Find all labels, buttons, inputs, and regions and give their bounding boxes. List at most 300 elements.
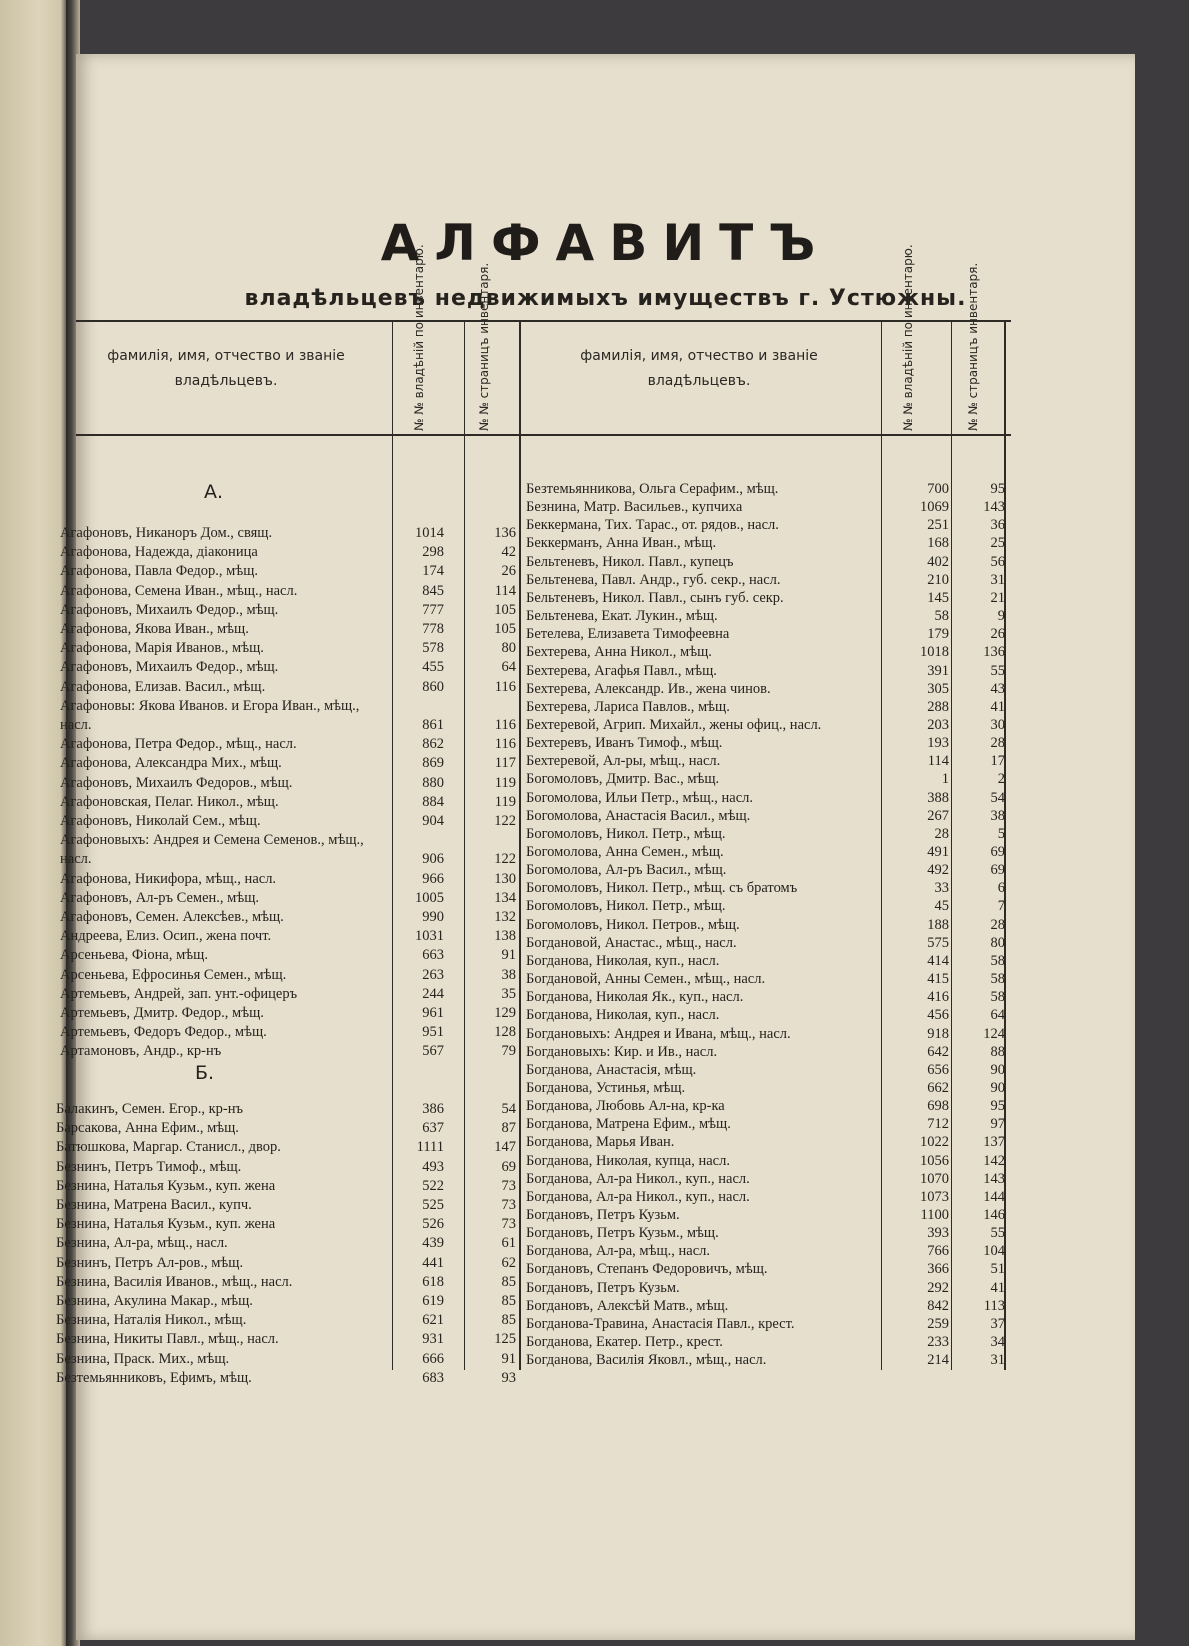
table-row (526, 879, 1006, 897)
page-number: 129 (494, 1005, 516, 1021)
owner-name: Богдановой, Анастас., мѣщ., насл. (526, 934, 737, 951)
table-row (60, 582, 520, 600)
owner-name: Агафонова, Никифора, мѣщ., насл. (60, 870, 277, 887)
owner-name: Безнинъ, Петръ Ал-ров., мѣщ. (56, 1254, 244, 1271)
owner-name: Богомоловъ, Никол. Петр., мѣщ. (526, 898, 726, 915)
table-row (526, 607, 1006, 625)
owner-number: 666 (422, 1350, 444, 1367)
page-number: 130 (494, 870, 516, 887)
page-number: 55 (990, 662, 1005, 679)
owner-name: Богдановъ, Петръ Кузьм. (526, 1207, 680, 1223)
owner-number: 961 (422, 1005, 444, 1021)
table-row (60, 678, 520, 696)
owner-name: Богданова, Николая, купца, насл. (526, 1152, 730, 1169)
table-row (526, 807, 1006, 825)
owner-number: 884 (422, 793, 444, 810)
table-row (56, 1350, 520, 1368)
owner-number: 1069 (920, 499, 949, 516)
owner-name: Агафонова, Павла Федор., мѣщ. (60, 563, 259, 580)
page-number: 128 (494, 1024, 516, 1041)
owner-number: 862 (422, 736, 444, 753)
table-row (60, 639, 520, 657)
table-row (56, 1254, 520, 1272)
owner-name: Богданова, Николая, куп., насл. (526, 952, 720, 969)
owner-name: Агафонова, Семена Иван., мѣщ., насл. (60, 582, 298, 599)
owner-number: 906 (422, 851, 444, 868)
page-number: 87 (501, 1120, 516, 1137)
page-number: 26 (990, 626, 1005, 643)
owner-name: Бельтенева, Павл. Андр., губ. секр., насл. (526, 571, 781, 588)
section-letter-b: Б. (195, 1062, 215, 1084)
page-number: 9 (997, 608, 1005, 625)
owner-number: 842 (927, 1297, 949, 1314)
document-page (56, 54, 1135, 1640)
owner-name: Богомолова, Ильи Петр., мѣщ., насл. (526, 789, 754, 806)
owner-name: Агафонова, Елизав. Васил., мѣщ. (60, 678, 266, 695)
owner-name: Богдановъ, Петръ Кузьм. (526, 1279, 680, 1296)
page-number: 136 (494, 525, 516, 541)
table-row (56, 1158, 520, 1176)
table-row (526, 1242, 1006, 1260)
header-page-num-right: № № страницъ инвентаря. (966, 262, 980, 431)
page-number: 41 (990, 1279, 1005, 1296)
owner-number: 145 (927, 589, 949, 606)
table-row (526, 789, 1006, 807)
table-row (60, 889, 520, 907)
table-row (60, 985, 520, 1003)
owner-number: 1111 (416, 1139, 444, 1156)
page-number: 114 (494, 582, 516, 599)
table-row (526, 825, 1006, 843)
table-row (526, 1097, 1006, 1115)
owner-number: 366 (927, 1261, 949, 1278)
owner-name: насл. (60, 851, 92, 868)
owner-number: 28 (934, 825, 949, 842)
owner-number: 391 (927, 662, 949, 679)
page-number: 17 (990, 753, 1005, 770)
page-number: 116 (494, 736, 516, 753)
owner-name: Бехтеревой, Агрип. Михайл., жены офиц., насл. (526, 716, 822, 733)
owner-name: Артемьевъ, Федоръ Федор., мѣщ. (60, 1024, 267, 1041)
table-row (526, 752, 1006, 770)
table-row (526, 571, 1006, 589)
owner-number: 683 (422, 1369, 444, 1386)
owner-number: 880 (422, 774, 444, 791)
page-number: 21 (990, 589, 1005, 606)
table-row (60, 658, 520, 676)
owner-number: 1031 (415, 928, 444, 945)
table-row (526, 1115, 1006, 1133)
table-row (526, 662, 1006, 680)
owner-name: Бельтеневъ, Никол. Павл., купецъ (526, 553, 734, 570)
page-number: 80 (990, 934, 1005, 951)
table-row (526, 1170, 1006, 1188)
owner-number: 575 (927, 934, 949, 951)
owner-name: Богданова, Марья Иван. (526, 1134, 675, 1151)
owner-number: 203 (927, 716, 949, 733)
page-number: 97 (990, 1116, 1005, 1133)
page-number: 56 (990, 553, 1005, 570)
owner-number: 618 (422, 1273, 444, 1290)
page-number: 30 (990, 716, 1005, 733)
page-number: 34 (990, 1334, 1005, 1351)
table-row (56, 1369, 520, 1387)
owner-name: Бехтерева, Анна Никол., мѣщ. (526, 644, 712, 661)
owner-number: 491 (927, 844, 949, 860)
owner-number: 305 (927, 680, 949, 697)
page-number: 69 (990, 844, 1005, 860)
table-row (526, 1133, 1006, 1151)
page-number: 113 (983, 1297, 1005, 1314)
owner-number: 845 (422, 582, 444, 599)
table-row (526, 861, 1006, 879)
table-row (526, 734, 1006, 752)
page-number: 147 (494, 1139, 516, 1156)
table-row (56, 1177, 520, 1195)
owner-name: Артемьевъ, Андрей, зап. унт.-офицеръ (60, 985, 298, 1002)
table-row (56, 1311, 520, 1329)
page-number: 55 (990, 1225, 1005, 1242)
page-number: 122 (494, 813, 516, 829)
owner-name: Безнина, Праск. Мих., мѣщ. (56, 1350, 230, 1367)
owner-number: 233 (927, 1334, 949, 1351)
page-number: 91 (501, 947, 516, 964)
owner-name: Агафоновъ, Михаилъ Федоров., мѣщ. (60, 774, 293, 791)
page-number: 54 (501, 1101, 516, 1117)
owner-name: Агафоновъ, Семен. Алексѣев., мѣщ. (60, 909, 284, 925)
owner-name: Андреева, Елиз. Осип., жена почт. (60, 928, 272, 945)
table-row (526, 1224, 1006, 1242)
page-subtitle: владѣльцевъ недвижимыхъ имуществъ г. Устюжны. (244, 286, 967, 311)
owner-name: Богданова, Ал-ра Никол., куп., насл. (526, 1170, 750, 1187)
owner-name: Агафонова, Петра Федор., мѣщ., насл. (60, 736, 297, 753)
owner-name: Агафонова, Александра Мих., мѣщ. (60, 755, 282, 772)
table-row (60, 927, 520, 945)
header-owner-num-left: № № владѣній по инвентарю. (412, 244, 426, 431)
table-row (526, 498, 1006, 516)
owner-name: Богданова, Матрена Ефим., мѣщ. (526, 1116, 731, 1133)
owner-number: 567 (422, 1043, 444, 1060)
owner-number: 637 (422, 1120, 444, 1137)
table-row (526, 1206, 1006, 1224)
table-row (56, 1215, 520, 1233)
owner-name: Богданова, Ал-ра, мѣщ., насл. (526, 1243, 711, 1260)
page-number: 93 (501, 1369, 516, 1386)
owner-name: Бетелева, Елизавета Тимофеевна (526, 626, 730, 643)
page-number: 31 (990, 1352, 1005, 1369)
owner-name: Арсеньева, Ефросинья Семен., мѣщ. (60, 966, 287, 983)
owner-name: Агафонова, Надежда, діаконица (60, 544, 258, 561)
owner-number: 861 (422, 717, 444, 733)
owner-name: Агафонова, Марія Иванов., мѣщ. (60, 640, 264, 657)
page-number: 136 (983, 644, 1005, 661)
page-number: 117 (494, 755, 516, 772)
page-number: 125 (494, 1331, 516, 1348)
owner-number: 288 (927, 698, 949, 715)
section-letter-a: А. (204, 481, 224, 503)
table-row (60, 831, 520, 849)
owner-name: Богдановъ, Алексѣй Матв., мѣщ. (526, 1297, 729, 1314)
table-top-rule (76, 320, 1011, 322)
table-row (526, 988, 1006, 1006)
owner-name: Бельтенева, Екат. Лукин., мѣщ. (526, 608, 718, 625)
owner-number: 662 (927, 1079, 949, 1096)
owner-number: 456 (927, 1007, 949, 1024)
owner-name: Агафоновы: Якова Иванов. и Егора Иван., мѣщ., (60, 697, 360, 714)
owner-number: 777 (422, 601, 444, 618)
table-row (526, 897, 1006, 915)
page-number: 73 (501, 1197, 516, 1213)
owner-name: Безнина, Наталья Кузьм., куп. жена (56, 1177, 276, 1194)
table-row (526, 625, 1006, 643)
header-owner-num-right: № № владѣній по инвентарю. (901, 244, 915, 431)
table-row (60, 754, 520, 772)
page-number: 62 (501, 1254, 516, 1271)
page-number: 146 (983, 1207, 1005, 1223)
owner-name: Богомолова, Анна Семен., мѣщ. (526, 844, 724, 860)
page-number: 119 (494, 774, 516, 791)
owner-number: 441 (422, 1254, 444, 1271)
owner-name: Богданова, Екатер. Петр., крест. (526, 1334, 723, 1351)
owner-number: 1022 (920, 1134, 949, 1151)
table-row (60, 697, 520, 715)
page-number: 7 (997, 898, 1005, 915)
owner-number: 414 (927, 952, 949, 969)
owner-name: Богданова, Василія Яковл., мѣщ., насл. (526, 1352, 767, 1369)
owner-number: 698 (927, 1098, 949, 1115)
owner-number: 860 (422, 678, 444, 695)
table-row (60, 735, 520, 753)
page-number: 41 (990, 698, 1005, 715)
owner-number: 298 (422, 544, 444, 561)
owner-name: Агафоновъ, Михаилъ Федор., мѣщ. (60, 659, 279, 676)
table-row (526, 680, 1006, 698)
table-row (526, 480, 1006, 498)
owner-number: 244 (422, 985, 444, 1002)
table-row (526, 952, 1006, 970)
owner-name: Богданова, Николая, куп., насл. (526, 1007, 720, 1024)
table-row (526, 534, 1006, 552)
owner-number: 918 (927, 1025, 949, 1042)
page-number: 58 (990, 989, 1005, 1006)
table-row (526, 716, 1006, 734)
owner-name: Агафоновъ, Михаилъ Федор., мѣщ. (60, 601, 279, 618)
table-row (56, 1330, 520, 1348)
header-page-num-left: № № страницъ инвентаря. (477, 262, 491, 431)
owner-number: 904 (422, 813, 444, 829)
table-row (56, 1196, 520, 1214)
owner-name: Бехтерева, Агафья Павл., мѣщ. (526, 662, 717, 679)
page-number: 38 (501, 966, 516, 983)
owner-name: Балакинъ, Семен. Егор., кр-нъ (56, 1101, 243, 1117)
page-number: 38 (990, 807, 1005, 824)
owner-number: 1100 (920, 1207, 949, 1223)
owner-name: Бельтеневъ, Никол. Павл., сынъ губ. секр. (526, 589, 784, 606)
page-number: 43 (990, 680, 1005, 697)
owner-number: 621 (422, 1312, 444, 1329)
owner-number: 210 (927, 571, 949, 588)
table-row (56, 1138, 520, 1156)
owner-number: 393 (927, 1225, 949, 1242)
page-number: 90 (990, 1079, 1005, 1096)
owner-name: Агафоновъ, Ал-ръ Семен., мѣщ. (60, 889, 260, 906)
table-row (526, 770, 1006, 788)
owner-number: 416 (927, 989, 949, 1006)
page-number: 137 (983, 1134, 1005, 1151)
owner-name: Агафоновыхъ: Андрея и Семена Семенов., мѣщ., (60, 832, 364, 849)
page-number: 88 (990, 1043, 1005, 1060)
owner-number: 1018 (920, 644, 949, 661)
owner-number: 188 (927, 916, 949, 933)
owner-number: 869 (422, 755, 444, 772)
page-number: 116 (494, 717, 516, 733)
owner-number: 1070 (920, 1170, 949, 1187)
owner-name: Батюшкова, Маргар. Станисл., двор. (56, 1139, 281, 1156)
owner-number: 292 (927, 1279, 949, 1296)
page-number: 37 (990, 1315, 1005, 1332)
owner-number: 45 (934, 898, 949, 915)
owner-name: Безнина, Наталья Кузьм., куп. жена (56, 1216, 276, 1233)
page-number: 105 (494, 601, 516, 618)
table-row (60, 774, 520, 792)
owner-name: Бехтерева, Александр. Ив., жена чинов. (526, 680, 771, 697)
owner-number: 455 (422, 659, 444, 676)
table-row (56, 1273, 520, 1291)
table-row (526, 1333, 1006, 1351)
left-page-edge (0, 0, 66, 1646)
owner-name: Богданова, Николая Як., куп., насл. (526, 989, 744, 1006)
owner-number: 712 (927, 1116, 949, 1133)
owner-name: Бехтерева, Лариса Павлов., мѣщ. (526, 698, 730, 715)
owner-number: 259 (927, 1315, 949, 1332)
table-row (60, 850, 520, 868)
owner-number: 663 (422, 947, 444, 964)
table-row (526, 1025, 1006, 1043)
page-number: 28 (990, 916, 1005, 933)
owner-name: Богомоловъ, Никол. Петров., мѣщ. (526, 916, 740, 933)
owner-name: Безнина, Никиты Павл., мѣщ., насл. (56, 1331, 279, 1348)
owner-number: 578 (422, 640, 444, 657)
owner-number: 492 (927, 862, 949, 879)
page-number: 2 (997, 771, 1005, 788)
table-row (60, 1042, 520, 1060)
page-number: 95 (990, 481, 1005, 497)
page-number: 51 (990, 1261, 1005, 1278)
owner-name: Богомоловъ, Никол. Петр., мѣщ. (526, 825, 726, 842)
page-number: 73 (501, 1216, 516, 1233)
table-row (56, 1292, 520, 1310)
page-number: 26 (501, 563, 516, 580)
owner-number: 493 (422, 1158, 444, 1175)
page-number: 31 (990, 571, 1005, 588)
table-row (526, 1315, 1006, 1333)
owner-number: 619 (422, 1293, 444, 1309)
owner-name: Богомоловъ, Дмитр. Вас., мѣщ. (526, 771, 720, 788)
owner-name: Безнина, Наталія Никол., мѣщ. (56, 1312, 247, 1329)
table-row (526, 1152, 1006, 1170)
table-row (56, 1100, 520, 1118)
table-row (526, 589, 1006, 607)
page-number: 132 (494, 909, 516, 925)
owner-name: Безтемьянникова, Ольга Серафим., мѣщ. (526, 481, 779, 497)
owner-number: 1014 (415, 525, 444, 541)
page-number: 105 (494, 621, 516, 637)
owner-name: Беккерманъ, Анна Иван., мѣщ. (526, 535, 717, 552)
owner-number: 402 (927, 553, 949, 570)
owner-name: Богданова, Устинья, мѣщ. (526, 1079, 686, 1096)
owner-number: 951 (422, 1024, 444, 1041)
page-number: 143 (983, 1170, 1005, 1187)
header-name-right: фамилія, имя, отчество и званіе владѣльцевъ. (580, 348, 818, 389)
owner-number: 778 (422, 621, 444, 637)
owner-name: Богданова, Ал-ра Никол., куп., насл. (526, 1188, 750, 1205)
page-number: 61 (501, 1235, 516, 1252)
page-number: 42 (501, 544, 516, 561)
page-number: 90 (990, 1061, 1005, 1078)
owner-name: Богомолова, Анастасія Васил., мѣщ. (526, 807, 751, 824)
page-number: 64 (501, 659, 516, 676)
owner-name: Артамоновъ, Андр., кр-нъ (60, 1043, 222, 1060)
owner-number: 263 (422, 966, 444, 983)
page-title: АЛФАВИТЪ (380, 214, 831, 272)
owner-name: Безнина, Акулина Макар., мѣщ. (56, 1293, 253, 1309)
table-row (56, 1234, 520, 1252)
owner-name: Безнина, Ал-ра, мѣщ., насл. (56, 1235, 228, 1252)
page-number: 80 (501, 640, 516, 657)
page-number: 73 (501, 1177, 516, 1194)
page-number: 54 (990, 789, 1005, 806)
header-name-left: фамилія, имя, отчество и званіе владѣльцевъ. (107, 348, 345, 389)
owner-name: Беккермана, Тих. Тарас., от. рядов., насл. (526, 517, 779, 534)
table-row (526, 934, 1006, 952)
owner-name: Богдановъ, Петръ Кузьм., мѣщ. (526, 1225, 719, 1242)
page-number: 144 (983, 1188, 1005, 1205)
owner-number: 1 (941, 771, 949, 788)
owner-name: Безтемьянниковъ, Ефимъ, мѣщ. (56, 1369, 252, 1386)
owner-number: 415 (927, 971, 949, 988)
page-number: 85 (501, 1273, 516, 1290)
page-number: 138 (494, 928, 516, 945)
page-number: 25 (990, 535, 1005, 552)
table-row (526, 553, 1006, 571)
table-row (526, 970, 1006, 988)
page-number: 35 (501, 985, 516, 1002)
page-number: 104 (983, 1243, 1005, 1260)
table-row (526, 1260, 1006, 1278)
page-number: 79 (501, 1043, 516, 1060)
table-row (60, 908, 520, 926)
table-row (60, 620, 520, 638)
owner-number: 1056 (920, 1152, 949, 1169)
owner-number: 58 (934, 608, 949, 625)
owner-number: 114 (927, 753, 949, 770)
owner-name: Артемьевъ, Дмитр. Федор., мѣщ. (60, 1005, 264, 1021)
owner-number: 526 (422, 1216, 444, 1233)
page-number: 119 (494, 793, 516, 810)
table-row (526, 1006, 1006, 1024)
owner-name: Богдановыхъ: Кир. и Ив., насл. (526, 1043, 718, 1060)
page-number: 69 (501, 1158, 516, 1175)
table-row (60, 793, 520, 811)
page-number: 85 (501, 1312, 516, 1329)
owner-name: Бехтеревой, Ал-ры, мѣщ., насл. (526, 753, 721, 770)
owner-name: Богомоловъ, Никол. Петр., мѣщ. съ братомъ (526, 880, 798, 897)
page-number: 143 (983, 499, 1005, 516)
table-row (60, 966, 520, 984)
page-number: 64 (990, 1007, 1005, 1024)
table-row (526, 698, 1006, 716)
owner-name: Бехтеревъ, Иванъ Тимоф., мѣщ. (526, 735, 723, 752)
